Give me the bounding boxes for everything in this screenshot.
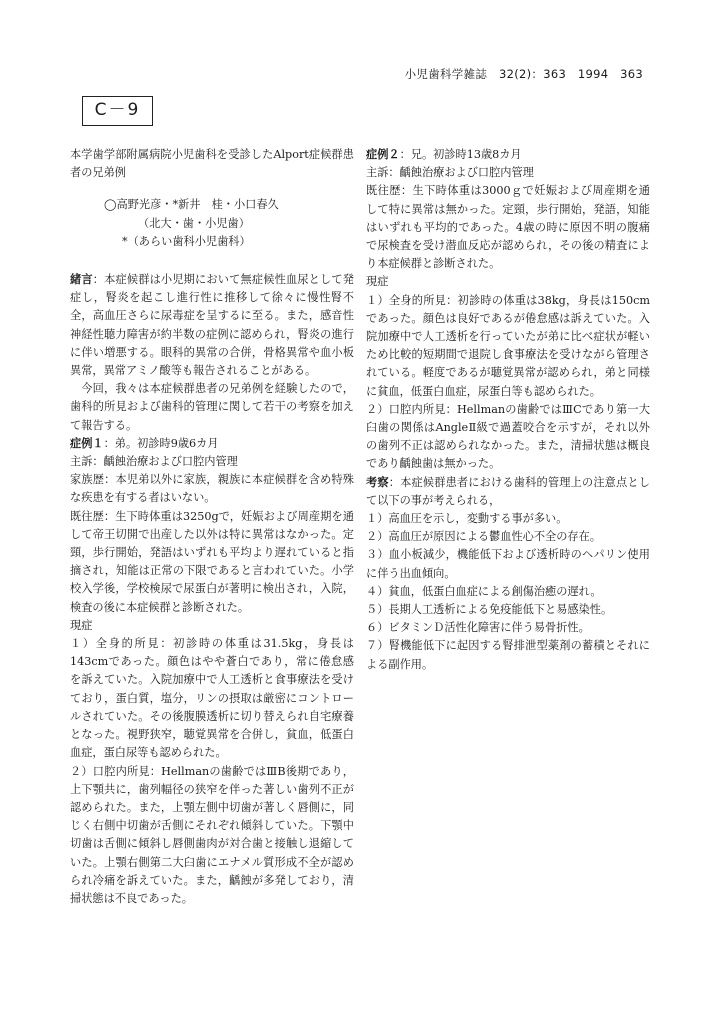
- intro-text: ：本症候群は小児期において無症候性血尿として発症し，腎炎を起こし進行性に推移して徐々に慢性腎不全，高血圧さらに尿毒症を呈するに至る。また，感音性神経性聴力障害が約半数の症例に認められ，腎炎の進行に伴い増悪する。眼科的異常の合併，骨格異常や血小板異常，異常アミノ酸等も報告されることがある。: [70, 273, 354, 378]
- case1-general: １）全身的所見：初診時の体重は31.5kg，身長は143cmであった。顔色はやや蒼白であり，常に倦怠感を訴えていた。入院加療中で人工透析と食事療法を受けており，蛋白質，塩分，リンの摂取は厳密にコントロールされていた。その後腹膜透析に切り替えられ自宅療養となった。視野狭窄，聴覚異常を合併し，貧血，低蛋白血症，蛋白尿等も認められた。: [70, 637, 354, 760]
- discussion-item: ６）ビタミンＤ活性化障害に伴う易骨折性。: [366, 621, 590, 635]
- case2-heading: [366, 146, 650, 164]
- intro-paragraph: [70, 271, 354, 380]
- author-block: [70, 196, 354, 251]
- abstract-code-box: C－9: [82, 96, 153, 126]
- case2-label: 症例２: [366, 148, 400, 161]
- discussion-heading: [366, 474, 650, 510]
- case1-family: 家族歴：本児弟以外に家族，親族に本症候群を含め特殊な疾患を有する者はいない。: [70, 473, 354, 505]
- case2-complaint: 主訴：齲蝕治療および口腔内管理: [366, 166, 534, 180]
- discussion-item: １）高血圧を示し，変動する事が多い。: [366, 512, 568, 526]
- case1-label: 症例１: [70, 436, 104, 450]
- case1-complaint: 主訴：齲蝕治療および口腔内管理: [70, 455, 238, 469]
- running-head: 小児歯科学雑誌 32(2)：363 1994 363: [404, 67, 643, 81]
- affiliation-secondary: *（あらい歯科小児歯科）: [122, 234, 251, 248]
- spacer: [70, 251, 354, 271]
- discussion-label: 考察: [366, 475, 389, 489]
- discussion-intro: ：本症候群患者における歯科的管理上の注意点として以下の事が考えられる，: [366, 475, 650, 507]
- left-column: [70, 146, 354, 908]
- case1-head-text: ：弟。初診時9歳6カ月: [103, 436, 219, 450]
- case2-general: １）全身的所見：初診時の体重は38kg，身長は150cmであった。顔色は良好であるが倦怠感は訴えていた。入院加療中で人工透析を行っていたが弟に比べ症状が軽いため比較的短期間で退院し食事療法を受けながら管理されている。軽度であるが聴覚異常が認められ，弟と同様に貧血，低蛋白血症，尿蛋白等も認められた。: [366, 293, 650, 398]
- paper-title: 本学歯学部附属病院小児歯科を受診したAlport症候群患者の兄弟例: [70, 148, 354, 180]
- case1-history: 既往歴：生下時体重は3250gで，妊娠および周産期を通して帝王切開で出産した以外は特に異常はなかった。定頸，歩行開始，発語はいずれも平均より遅れていると指摘され，知能は正常の下限であると言われていた。小学校入学後，学校検尿で尿蛋白が著明に検出され，入院，検査の後に本症候群と診断された。: [70, 509, 354, 614]
- case1-heading: [70, 435, 354, 453]
- discussion-item: ２）高血圧が原因による鬱血性心不全の存在。: [366, 530, 601, 544]
- case1-present: 現症: [70, 618, 93, 632]
- discussion-item: ３）血小板減少，機能低下および透析時のヘパリン使用に伴う出血傾向。: [366, 548, 650, 580]
- intro-paragraph-2: 今回，我々は本症候群患者の兄弟例を経験したので，歯科的所見および歯科的管理に関して若干の考察を加えて報告する。: [70, 382, 354, 432]
- case2-head-text: ：兄。初診時13歳8カ月: [399, 148, 522, 161]
- right-column: [366, 146, 650, 674]
- case2-history: 既往歴：生下時体重は3000ｇで妊娠および周産期を通して特に異常は無かった。定頸，歩行開始，発語，知能はいずれも平均的であった。4歳の時に原因不明の腹痛で尿検査を受け潜血反応が認められ，その後の精査により本症候群と診断された。: [366, 184, 650, 271]
- author-names: ◯高野光彦・*新井 桂・小口春久: [104, 198, 279, 212]
- case1-oral: ２）口腔内所見：Hellmanの歯齢ではⅢB後期であり，上下顎共に，歯列幅径の狭窄を伴った著しい歯列不正が認められた。また，上顎左側中切歯が著しく唇側に，同じく右側中切歯が舌側にそれぞれ傾斜していた。下顎中切歯は舌側に傾斜し唇側歯肉が対合歯と接触し退縮していた。上顎右側第二大臼歯にエナメル質形成不全が認められ冷痛を訴えていた。また，齲蝕が多発しており，清掃状態は不良であった。: [70, 764, 354, 905]
- discussion-item: ５）長期人工透析による免疫能低下と易感染性。: [366, 603, 613, 617]
- discussion-item: ４）貧血，低蛋白血症による創傷治癒の遅れ。: [366, 584, 602, 598]
- affiliation-primary: （北大・歯・小児歯）: [138, 216, 250, 230]
- intro-label: 緒言: [70, 273, 93, 287]
- case2-present: 現症: [366, 275, 389, 289]
- case2-oral: ２）口腔内所見：Hellmanの歯齢ではⅢCであり第一大臼歯の関係はAngleⅡ級で過蓋咬合を示すが，それ以外の歯列不正は認められなかった。また，清掃状態は概良であり齲蝕歯は無かった。: [366, 402, 650, 471]
- discussion-item: ７）腎機能低下に起因する腎排泄型薬剤の蓄積とそれによる副作用。: [366, 639, 650, 671]
